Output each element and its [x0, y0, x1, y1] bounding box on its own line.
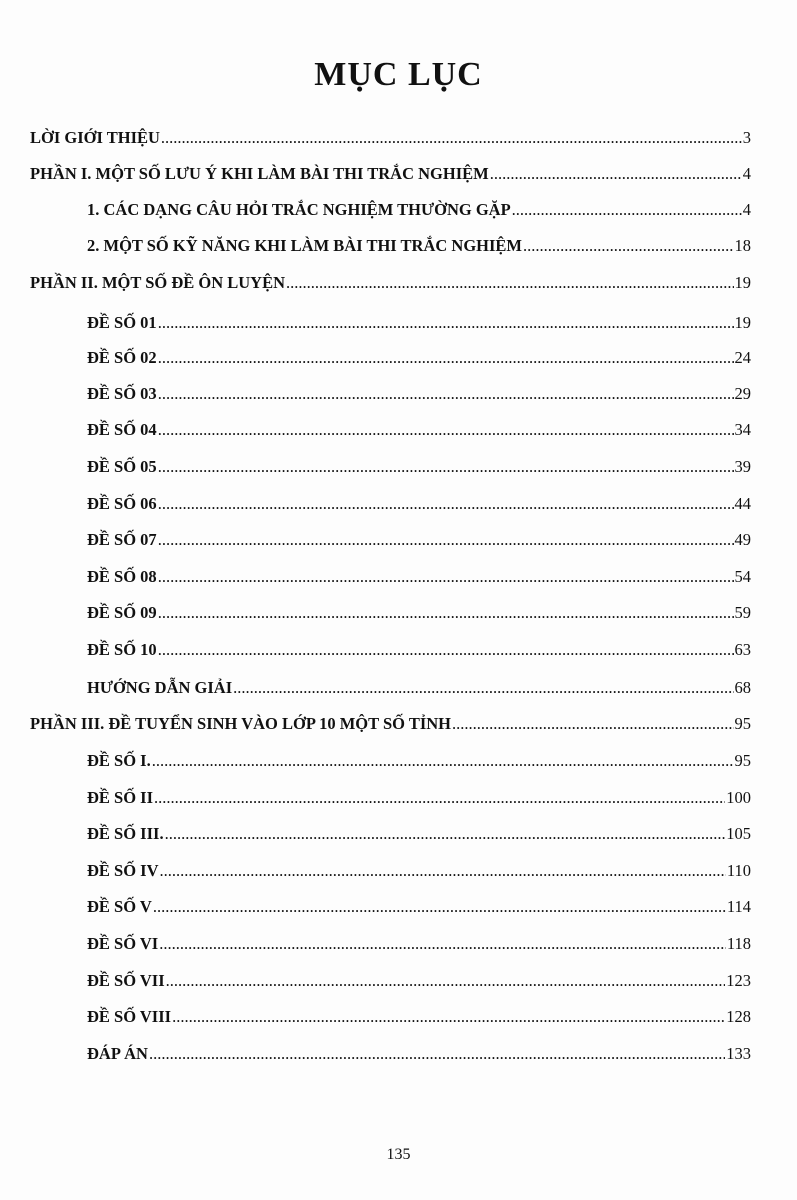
toc-entry-page: 105: [726, 824, 751, 843]
toc-entry: [87, 567, 751, 587]
page-number: 135: [386, 1146, 411, 1163]
toc-entry: [87, 1044, 751, 1064]
toc-entry: [87, 934, 751, 954]
toc-entry: [87, 457, 751, 477]
dot-leader: [149, 1044, 725, 1064]
page-title: MỤC LỤC: [314, 56, 483, 93]
toc-entry: [87, 384, 751, 404]
toc-entry-page: 63: [734, 640, 751, 659]
toc-entry: [87, 1007, 751, 1027]
toc-entry-label: ĐỀ SỐ V: [87, 897, 152, 916]
toc-entry-page: 114: [726, 897, 751, 916]
toc-entry-page: 29: [734, 384, 751, 403]
dot-leader: [172, 1007, 725, 1027]
toc-entry-label: ĐỀ SỐ 05: [87, 457, 157, 476]
toc-entry-label: 1. CÁC DẠNG CÂU HỎI TRẮC NGHIỆM THƯỜNG GẶP: [87, 200, 511, 219]
dot-leader: [158, 603, 734, 623]
toc-entry-page: 3: [742, 128, 751, 147]
toc-entry: [87, 494, 751, 514]
toc-entry-label: ĐỀ SỐ 03: [87, 384, 157, 403]
dot-leader: [159, 934, 726, 954]
toc-entry: [87, 788, 751, 808]
toc-entry-page: 54: [734, 567, 751, 586]
dot-leader: [158, 348, 734, 368]
toc-entry-page: 68: [734, 678, 751, 697]
dot-leader: [158, 457, 734, 477]
dot-leader: [233, 678, 733, 698]
toc-entry-label: ĐỀ SỐ VIII: [87, 1007, 172, 1026]
toc-entry-page: 59: [734, 603, 751, 622]
toc-entry-page: 95: [734, 751, 751, 770]
toc-entry: [87, 200, 751, 220]
toc-entry: [87, 313, 751, 333]
dot-leader: [512, 200, 742, 220]
toc-entry-label: PHẦN I. MỘT SỐ LƯU Ý KHI LÀM BÀI THI TRẮC NGHIỆM: [30, 164, 489, 183]
toc-entry-page: 19: [734, 313, 751, 332]
toc-entry-label: ĐÁP ÁN: [87, 1044, 148, 1063]
toc-entry: [87, 971, 751, 991]
toc-entry-page: 133: [726, 1044, 751, 1063]
toc-entry-label: ĐỀ SỐ I.: [87, 751, 151, 770]
toc-entry: [87, 530, 751, 550]
toc-entry-page: 24: [734, 348, 751, 367]
toc-entry-page: 118: [726, 934, 751, 953]
dot-leader: [152, 751, 734, 771]
toc-entry: [87, 348, 751, 368]
toc-entry-page: 100: [726, 788, 751, 807]
toc-entry-label: ĐỀ SỐ 02: [87, 348, 157, 367]
dot-leader: [153, 897, 726, 917]
dot-leader: [165, 824, 726, 844]
toc-entry-page: 39: [734, 457, 751, 476]
dot-leader: [160, 861, 726, 881]
dot-leader: [158, 530, 734, 550]
toc-entry: [30, 273, 751, 293]
toc-entry-page: 123: [726, 971, 751, 990]
toc-entry: [87, 751, 751, 771]
toc-entry-label: 2. MỘT SỐ KỸ NĂNG KHI LÀM BÀI THI TRẮC NGHIỆM: [87, 236, 523, 255]
toc-entry-label: ĐỀ SỐ IV: [87, 861, 159, 880]
toc-entry-label: ĐỀ SỐ III.: [87, 824, 164, 843]
toc-entry-label: ĐỀ SỐ 07: [87, 530, 157, 549]
dot-leader: [158, 420, 734, 440]
toc-entry: [87, 603, 751, 623]
dot-leader: [154, 788, 725, 808]
dot-leader: [158, 567, 734, 587]
dot-leader: [490, 164, 742, 184]
toc-entry-page: 44: [734, 494, 751, 513]
toc-entry: [87, 861, 751, 881]
toc-entry-page: 34: [734, 420, 751, 439]
dot-leader: [158, 313, 734, 333]
dot-leader: [161, 128, 742, 148]
dot-leader: [166, 971, 726, 991]
toc-entry-label: ĐỀ SỐ 01: [87, 313, 157, 332]
toc-entry-page: 95: [734, 714, 751, 733]
toc-entry-label: ĐỀ SỐ VII: [87, 971, 165, 990]
dot-leader: [452, 714, 734, 734]
toc-entry-label: PHẦN II. MỘT SỐ ĐỀ ÔN LUYỆN: [30, 273, 286, 292]
toc-entry: [87, 824, 751, 844]
toc-entry-page: 110: [726, 861, 751, 880]
dot-leader: [158, 494, 734, 514]
toc-entry-page: 19: [734, 273, 751, 292]
toc-entry-page: 18: [734, 236, 751, 255]
toc-entry-label: HƯỚNG DẪN GIẢI: [87, 678, 233, 697]
toc-entry-page: 4: [742, 200, 751, 219]
toc-entry-page: 4: [742, 164, 751, 183]
toc-entry-label: ĐỀ SỐ 10: [87, 640, 157, 659]
dot-leader: [523, 236, 733, 256]
toc-entry-page: 128: [726, 1007, 751, 1026]
toc-entry: [30, 164, 751, 184]
dot-leader: [158, 384, 734, 404]
toc-entry-label: ĐỀ SỐ 04: [87, 420, 157, 439]
toc-entry: [30, 128, 751, 148]
toc-entry: [87, 640, 751, 660]
toc-entry: [30, 714, 751, 734]
toc-entry-label: ĐỀ SỐ VI: [87, 934, 159, 953]
toc-entry: [87, 236, 751, 256]
dot-leader: [158, 640, 734, 660]
toc-entry: [87, 897, 751, 917]
toc-entry-label: ĐỀ SỐ 06: [87, 494, 157, 513]
toc-entry-label: ĐỀ SỐ 08: [87, 567, 157, 586]
toc-entry: [87, 420, 751, 440]
toc-entry-label: ĐỀ SỐ II: [87, 788, 154, 807]
toc-entry-label: ĐỀ SỐ 09: [87, 603, 157, 622]
dot-leader: [286, 273, 733, 293]
toc-entry-label: LỜI GIỚI THIỆU: [30, 128, 160, 147]
toc-entry: [87, 678, 751, 698]
toc-entry-label: PHẦN III. ĐỀ TUYỂN SINH VÀO LỚP 10 MỘT SỐ TỈNH: [30, 714, 451, 733]
toc-entry-page: 49: [734, 530, 751, 549]
